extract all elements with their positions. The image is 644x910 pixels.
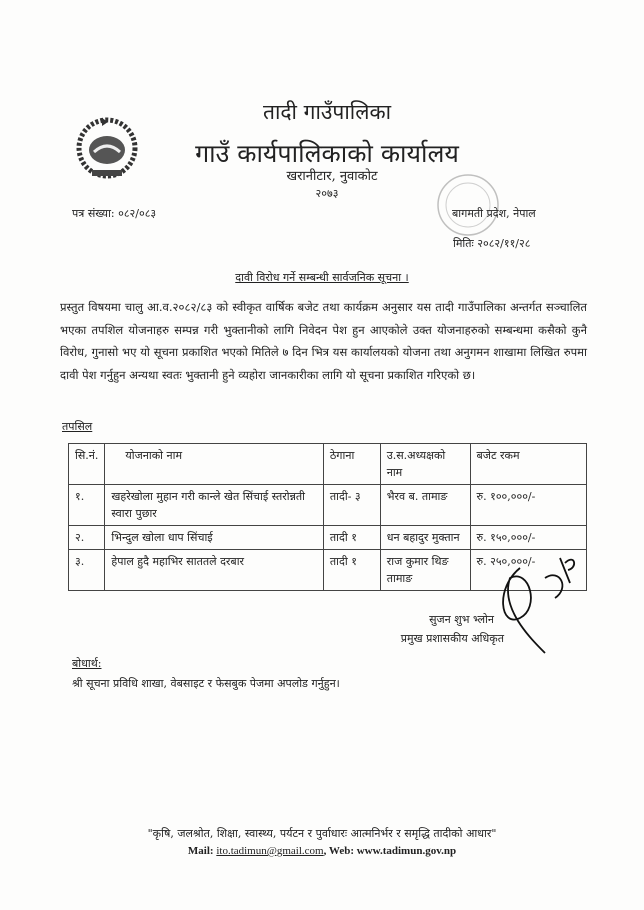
signatory-title: प्रमुख प्रशासकीय अधिकृत <box>400 632 504 645</box>
established-year: २०७३ <box>315 187 339 200</box>
cell-chair: धन बहादुर मुक्तान <box>380 526 470 550</box>
office-address: खरानीटार, नुवाकोट <box>286 169 378 184</box>
municipality-name: तादी गाउँपालिका <box>262 100 392 124</box>
signatory-name: सुजन शुभ भ्लोन <box>429 613 494 626</box>
column-header: उ.स.अध्यक्षको नाम <box>380 444 470 485</box>
cc-text: श्री सूचना प्रविधि शाखा, वेबसाइट र फेसबुक पेजमा अपलोड गर्नुहुन। <box>72 677 340 690</box>
province: बागमती प्रदेश, नेपाल <box>452 207 536 220</box>
table-row <box>69 526 587 550</box>
table-row <box>69 485 587 526</box>
cell-address: तादी- ३ <box>323 485 380 526</box>
cell-address: तादी १ <box>323 526 380 550</box>
cell-sn: २. <box>69 526 105 550</box>
column-header: बजेट रकम <box>470 444 586 485</box>
footer-slogan: "कृषि, जलश्रोत, शिक्षा, स्वास्थ्य, पर्यटन र पुर्वाधारः आत्मनिर्भर र समृद्धि तादीको आधार" <box>147 827 497 840</box>
web-label: , Web: <box>323 845 354 857</box>
cell-address: तादी १ <box>323 550 380 591</box>
cell-chair: राज कुमार थिङ तामाङ <box>380 550 470 591</box>
cell-project-name: हेपाल हुदै महाभिर साततले दरबार <box>105 550 324 591</box>
cc-label: बोधार्थ: <box>72 657 102 670</box>
cell-project-name: खहरेखोला मुहान गरी कान्ले खेत सिंचाई स्तरोन्नती स्वारा पुछार <box>105 485 324 526</box>
column-header: योजनाको नाम <box>105 444 324 485</box>
schedule-label: तपसिल <box>62 420 93 433</box>
table-header-row <box>69 444 587 485</box>
cell-sn: १. <box>69 485 105 526</box>
cell-budget: रु. २५०,०००/- <box>470 550 586 591</box>
office-name: गाउँ कार्यपालिकाको कार्यालय <box>195 139 459 168</box>
mail-label: Mail: <box>187 845 214 857</box>
notice-body: प्रस्तुत विषयमा चालु आ.व.२०८२/८३ को स्वीकृत वार्षिक बजेट तथा कार्यक्रम अनुसार यस तादी गाउँपालिका अन्तर्गत सञ्चालित भएका तपशिल योजनाहरु सम्पन्न गरी भुक्तानीको लागि निवेदन पेश हुन आएकोले उक्त योजनाहरुको सम्बन्धमा कसैको कुनै विरोध, गुनासो भए यो सूचना प्रकाशित भएको मितिले ७ दिन भित्र यस कार्यालयको योजना तथा अनुगमन शाखामा लिखित रुपमा दावी पेश गर्नुहुन अन्यथा स्वतः भुक्तानी हुने व्यहोरा जानकारीका लागि यो सूचना प्रकाशित गरिएको छ। <box>60 300 587 382</box>
cell-budget: रु. १००,०००/- <box>470 485 586 526</box>
notice-title: दावी विरोध गर्ने सम्बन्धी सार्वजनिक सूचना । <box>235 271 409 284</box>
cell-budget: रु. १५०,०००/- <box>470 526 586 550</box>
letter-number: पत्र संख्या: ०८२/०८३ <box>72 207 157 220</box>
column-header: सि.नं. <box>69 444 105 485</box>
office-stamp <box>428 170 508 240</box>
website-link[interactable]: www.tadimun.gov.np <box>356 845 457 857</box>
cell-sn: ३. <box>69 550 105 591</box>
cell-project-name: भिन्दुल खोला धाप सिंचाई <box>105 526 324 550</box>
letter-date: मितिः २०८२/११/२८ <box>453 237 531 250</box>
cell-chair: भैरव ब. तामाङ <box>380 485 470 526</box>
footer-contact <box>0 845 644 857</box>
column-header: ठेगाना <box>323 444 380 485</box>
email-link[interactable]: ito.tadimun@gmail.com <box>216 845 324 857</box>
